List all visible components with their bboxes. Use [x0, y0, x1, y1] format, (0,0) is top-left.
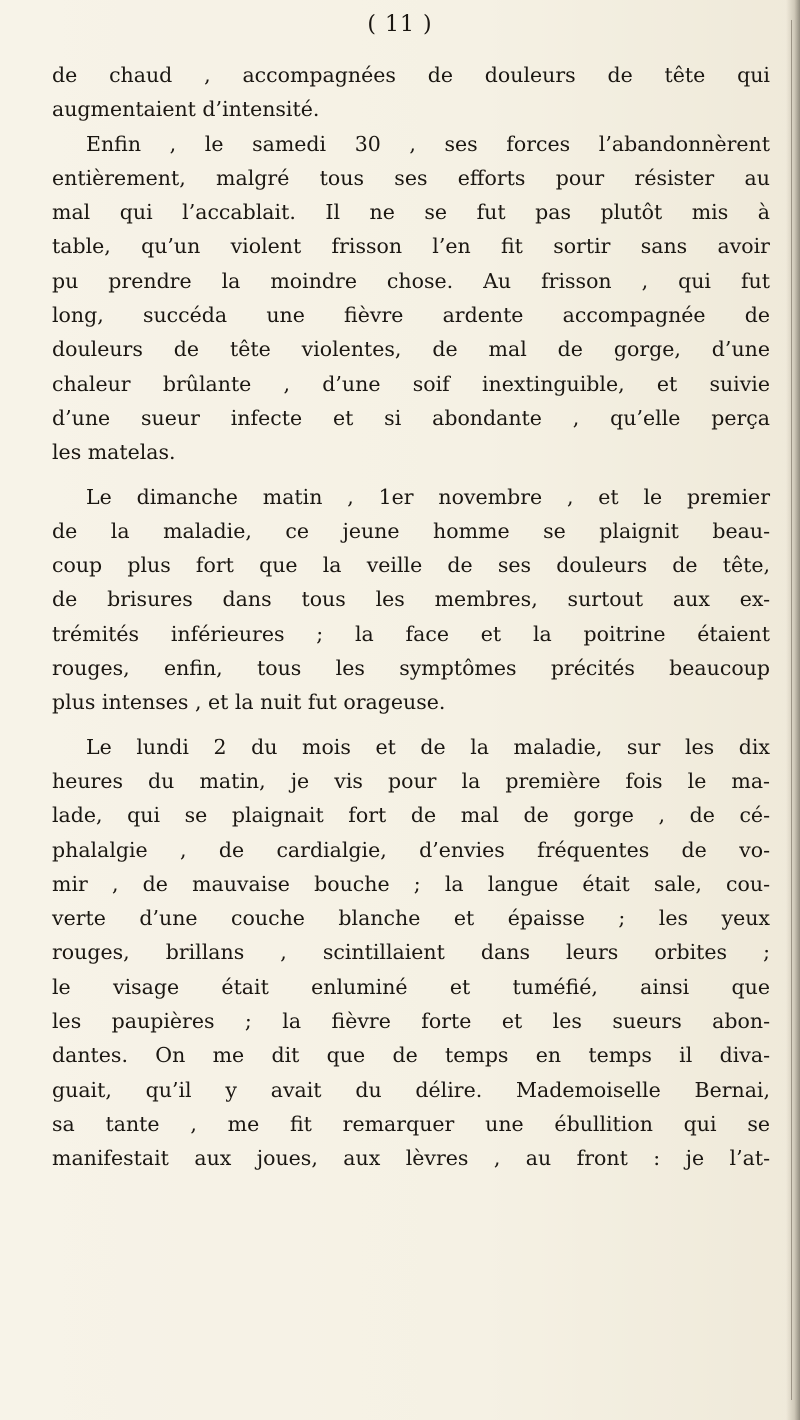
text-line: de brisures dans tous les membres, surtout aux ex- [52, 587, 770, 612]
text-line: augmentaient d’intensité. [52, 97, 320, 122]
text-line: trémités inférieures ; la face et la poitrine étaient [52, 621, 770, 646]
text-line: guait, qu’il y avait du délire. Mademoiselle Bernai, [52, 1077, 770, 1102]
text-line: phalalgie , de cardialgie, d’envies fréquentes de vo- [52, 837, 770, 862]
text-line: heures du matin, je vis pour la première fois le ma- [52, 768, 770, 793]
text-line: les paupières ; la fièvre forte et les sueurs abon- [52, 1009, 770, 1034]
text-line: d’une sueur infecte et si abondante , qu’elle perça [52, 405, 770, 430]
text-line: de chaud , accompagnées de douleurs de tête qui [52, 63, 770, 87]
text-line: mal qui l’accablait. Il ne se fut pas plutôt mis à [52, 200, 770, 225]
text-line: Enfin , le samedi 30 , ses forces l’abandonnèrent [86, 131, 770, 156]
text-line: rouges, enfin, tous les symptômes précités beaucoup [52, 656, 770, 681]
text-line: entièrement, malgré tous ses efforts pour résister au [52, 165, 770, 190]
text-line: lade, qui se plaignait fort de mal de gorge , de cé- [52, 803, 770, 828]
text-line: coup plus fort que la veille de ses douleurs de tête, [52, 553, 770, 578]
text-line: Le dimanche matin , 1er novembre , et le premier [86, 484, 770, 509]
text-line: de la maladie, ce jeune homme se plaignit beau- [52, 518, 770, 543]
page-number: ( 11 ) [367, 12, 433, 37]
text-line: sa tante , me fit remarquer une ébullition qui se [52, 1111, 770, 1136]
text-line: le visage était enluminé et tuméfié, ainsi que [52, 974, 770, 999]
text-line: plus intenses , et la nuit fut orageuse. [52, 690, 446, 715]
text-line: douleurs de tête violentes, de mal de gorge, d’une [52, 337, 770, 362]
text-line: long, succéda une fièvre ardente accompagnée de [52, 303, 770, 328]
text-line: table, qu’un violent frisson l’en fit sortir sans avoir [52, 234, 770, 259]
text-line: manifestait aux joues, aux lèvres , au front : je l’at- [52, 1146, 770, 1171]
text-line: dantes. On me dit que de temps en temps il diva- [52, 1043, 770, 1068]
text-line: chaleur brûlante , d’une soif inextinguible, et suivie [52, 371, 770, 396]
page-edge-shadow [786, 0, 800, 1420]
body-text [52, 58, 770, 1176]
text-line: mir , de mauvaise bouche ; la langue était sale, cou- [52, 871, 770, 896]
text-line: verte d’une couche blanche et épaisse ; les yeux [52, 906, 770, 931]
text-line: Le lundi 2 du mois et de la maladie, sur les dix [86, 734, 770, 759]
text-line: rouges, brillans , scintillaient dans leurs orbites ; [52, 940, 770, 965]
text-line: pu prendre la moindre chose. Au frisson , qui fut [52, 268, 770, 293]
page-edge-line [791, 20, 792, 1400]
text-line: les matelas. [52, 440, 176, 465]
